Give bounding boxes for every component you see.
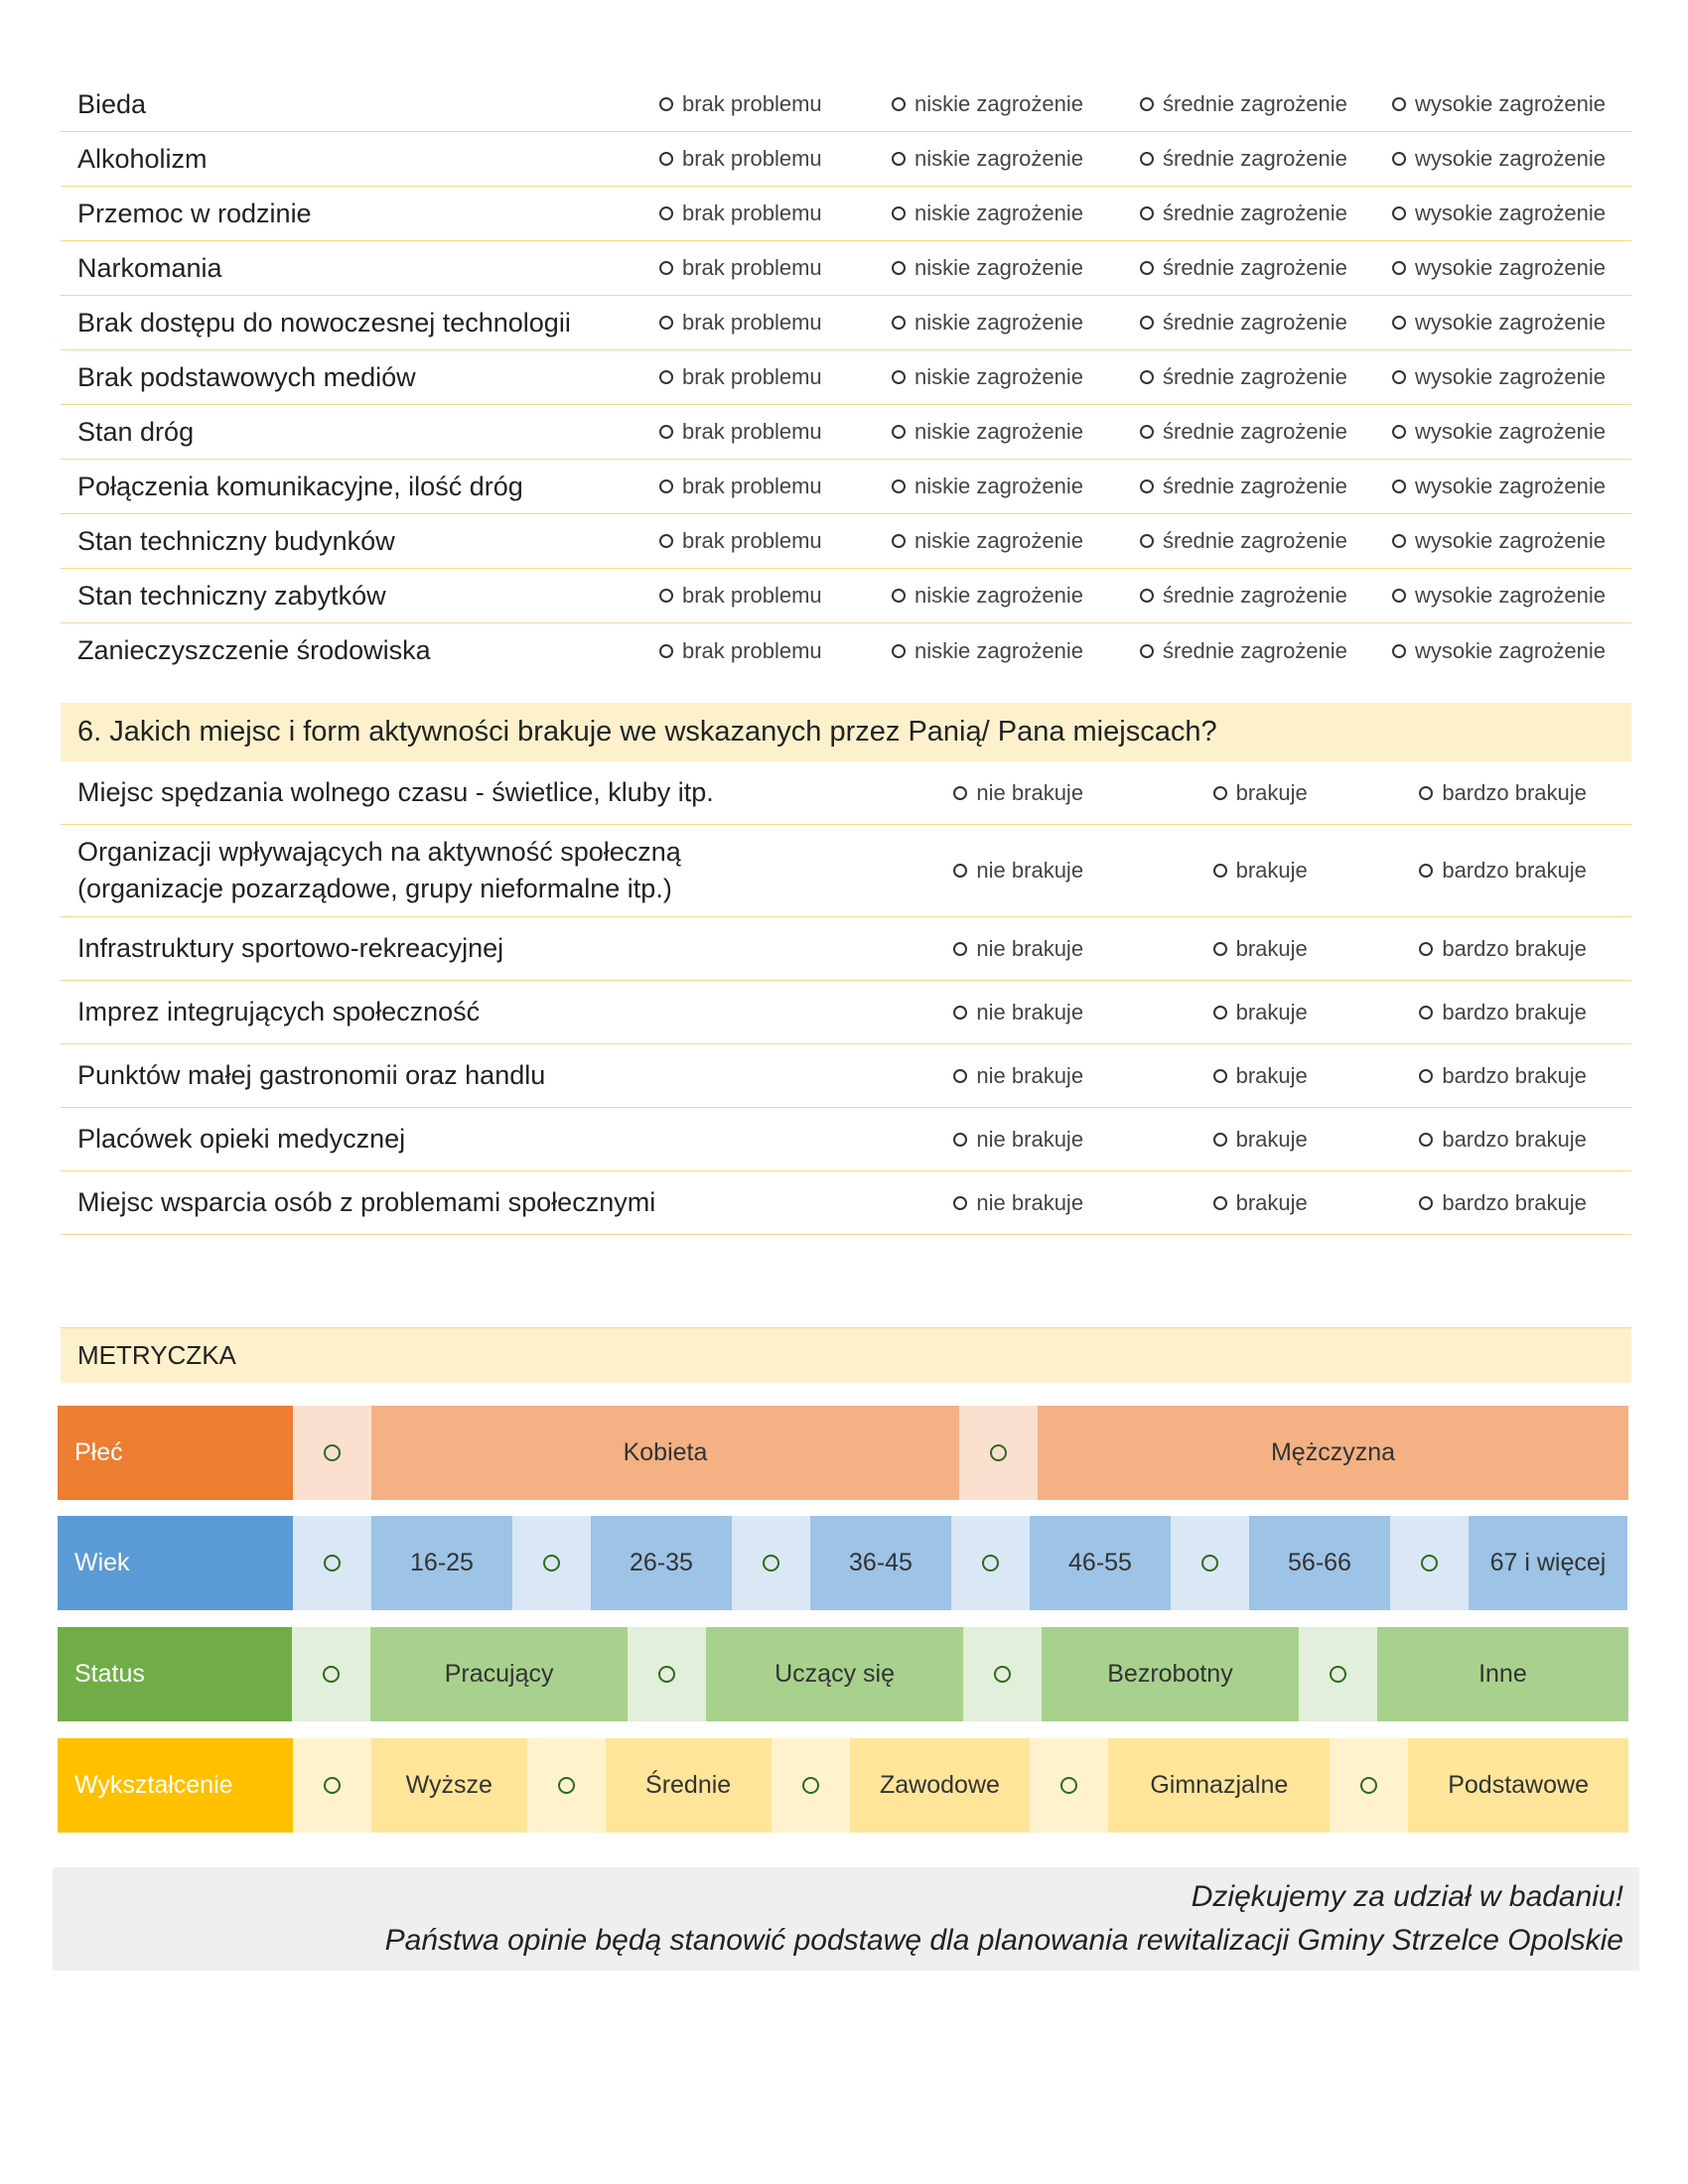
option-brak-problemu[interactable]: brak problemu	[659, 255, 892, 281]
radio-circle-icon[interactable]	[1140, 534, 1154, 548]
radio-circle-icon[interactable]	[1140, 152, 1154, 166]
radio-cell[interactable]	[963, 1627, 1042, 1721]
option-brakuje[interactable]: brakuje	[1213, 858, 1420, 884]
radio-cell[interactable]	[293, 1738, 371, 1833]
row-label: Miejsc wsparcia osób z problemami społecznymi	[77, 1187, 656, 1217]
radio-circle-icon[interactable]	[953, 1006, 967, 1020]
radio-cell[interactable]	[732, 1516, 810, 1610]
radio-circle-icon[interactable]	[994, 1666, 1011, 1683]
option-wysokie[interactable]: wysokie zagrożenie	[1392, 255, 1630, 281]
radio-circle-icon[interactable]	[659, 152, 673, 166]
radio-circle-icon[interactable]	[1213, 864, 1227, 878]
option-brak-problemu[interactable]: brak problemu	[659, 419, 892, 445]
radio-circle-icon[interactable]	[990, 1444, 1007, 1461]
option-srednie[interactable]: średnie zagrożenie	[1140, 201, 1392, 226]
thank-you-line: Dziękujemy za udział w badaniu!	[1191, 1880, 1623, 1913]
radio-cell[interactable]	[512, 1516, 591, 1610]
option-age-56-66[interactable]: 56-66	[1249, 1516, 1390, 1610]
option-zawodowe[interactable]: Zawodowe	[850, 1738, 1031, 1833]
row-label: Stan techniczny zabytków	[77, 580, 386, 611]
option-bardzo-brakuje[interactable]: bardzo brakuje	[1419, 780, 1631, 806]
row-label: Stan dróg	[77, 416, 195, 447]
radio-circle-icon[interactable]	[1421, 1555, 1438, 1571]
radio-circle-icon[interactable]	[1330, 1666, 1346, 1683]
option-kobieta[interactable]: Kobieta	[371, 1406, 959, 1500]
option-wysokie[interactable]: wysokie zagrożenie	[1392, 638, 1630, 664]
radio-cell[interactable]	[1330, 1738, 1408, 1833]
option-uczacy-sie[interactable]: Uczący się	[706, 1627, 963, 1721]
option-niskie[interactable]: niskie zagrożenie	[892, 201, 1140, 226]
radio-circle-icon[interactable]	[1392, 316, 1406, 330]
radio-circle-icon[interactable]	[659, 534, 673, 548]
radio-circle-icon[interactable]	[323, 1666, 340, 1683]
option-age-16-25[interactable]: 16-25	[371, 1516, 512, 1610]
row-label: Narkomania	[77, 252, 222, 283]
metric-row-plec	[58, 1406, 1628, 1500]
radio-cell[interactable]	[959, 1406, 1038, 1500]
option-nie-brakuje[interactable]: nie brakuje	[953, 780, 1212, 806]
option-brak-problemu[interactable]: brak problemu	[659, 583, 892, 609]
radio-cell[interactable]	[772, 1738, 850, 1833]
radio-circle-icon[interactable]	[1140, 97, 1154, 111]
option-niskie[interactable]: niskie zagrożenie	[892, 255, 1140, 281]
table-row	[61, 1171, 1631, 1235]
table-row	[61, 569, 1631, 623]
radio-circle-icon[interactable]	[1213, 1133, 1227, 1147]
radio-circle-icon[interactable]	[1140, 644, 1154, 658]
option-bardzo-brakuje[interactable]: bardzo brakuje	[1419, 1000, 1631, 1025]
radio-circle-icon[interactable]	[1140, 206, 1154, 220]
option-srednie[interactable]: średnie zagrożenie	[1140, 583, 1392, 609]
table-row	[61, 405, 1631, 460]
row-label: Połączenia komunikacyjne, ilość dróg	[77, 471, 523, 501]
option-srednie[interactable]: średnie zagrożenie	[1140, 255, 1392, 281]
radio-circle-icon[interactable]	[802, 1777, 819, 1794]
option-brak-problemu[interactable]: brak problemu	[659, 310, 892, 336]
radio-cell[interactable]	[527, 1738, 606, 1833]
option-age-36-45[interactable]: 36-45	[810, 1516, 951, 1610]
table-row	[61, 1044, 1631, 1108]
radio-cell[interactable]	[1171, 1516, 1249, 1610]
radio-circle-icon[interactable]	[1213, 786, 1227, 800]
radio-circle-icon[interactable]	[892, 370, 906, 384]
row-label: Placówek opieki medycznej	[77, 1124, 406, 1154]
option-srednie[interactable]: średnie zagrożenie	[1140, 146, 1392, 172]
radio-circle-icon[interactable]	[1392, 479, 1406, 493]
radio-circle-icon[interactable]	[1419, 864, 1433, 878]
row-label: Punktów małej gastronomii oraz handlu	[77, 1060, 546, 1090]
option-wysokie[interactable]: wysokie zagrożenie	[1392, 419, 1630, 445]
option-brak-problemu[interactable]: brak problemu	[659, 638, 892, 664]
row-label: Zanieczyszczenie środowiska	[77, 635, 431, 665]
option-srednie[interactable]: średnie zagrożenie	[1140, 310, 1392, 336]
radio-circle-icon[interactable]	[659, 644, 673, 658]
table-row	[61, 514, 1631, 569]
table-row	[61, 77, 1631, 132]
option-srednie[interactable]: średnie zagrożenie	[1140, 528, 1392, 554]
option-brak-problemu[interactable]: brak problemu	[659, 146, 892, 172]
radio-circle-icon[interactable]	[324, 1777, 341, 1794]
radio-circle-icon[interactable]	[1392, 534, 1406, 548]
radio-circle-icon[interactable]	[892, 534, 906, 548]
option-bardzo-brakuje[interactable]: bardzo brakuje	[1419, 1127, 1631, 1153]
radio-circle-icon[interactable]	[1392, 589, 1406, 603]
option-nie-brakuje[interactable]: nie brakuje	[953, 1000, 1212, 1025]
option-wysokie[interactable]: wysokie zagrożenie	[1392, 201, 1630, 226]
radio-circle-icon[interactable]	[892, 644, 906, 658]
radio-circle-icon[interactable]	[1392, 152, 1406, 166]
thank-you-subline: Państwa opinie będą stanowić podstawę dla planowania rewitalizacji Gminy Strzelce Opolskie	[384, 1924, 1623, 1957]
radio-circle-icon[interactable]	[1392, 425, 1406, 439]
radio-circle-icon[interactable]	[1392, 261, 1406, 275]
radio-cell[interactable]	[1390, 1516, 1469, 1610]
row-label: Infrastruktury sportowo-rekreacyjnej	[77, 933, 504, 963]
radio-circle-icon[interactable]	[953, 1069, 967, 1083]
metric-label-plec: Płeć	[58, 1406, 293, 1500]
radio-circle-icon[interactable]	[1419, 1006, 1433, 1020]
row-label: Brak podstawowych mediów	[77, 361, 416, 392]
table-row	[61, 132, 1631, 187]
question-6-heading: 6. Jakich miejsc i form aktywności brakuje we wskazanych przez Panią/ Pana miejscach?	[61, 703, 1631, 761]
option-bardzo-brakuje[interactable]: bardzo brakuje	[1419, 1190, 1631, 1216]
table-row	[61, 1108, 1631, 1171]
radio-cell[interactable]	[293, 1406, 371, 1500]
metric-row-wyksztalcenie	[58, 1738, 1628, 1833]
option-srednie[interactable]: średnie zagrożenie	[1140, 638, 1392, 664]
option-wysokie[interactable]: wysokie zagrożenie	[1392, 364, 1630, 390]
row-label: Stan techniczny budynków	[77, 525, 395, 556]
row-label: Organizacji wpływających na aktywność społeczną (organizacje pozarządowe, grupy nieformalne itp.)	[77, 837, 681, 903]
radio-circle-icon[interactable]	[659, 425, 673, 439]
option-wysokie[interactable]: wysokie zagrożenie	[1392, 310, 1630, 336]
radio-circle-icon[interactable]	[659, 479, 673, 493]
option-bardzo-brakuje[interactable]: bardzo brakuje	[1419, 858, 1631, 884]
radio-circle-icon[interactable]	[659, 316, 673, 330]
radio-circle-icon[interactable]	[1140, 316, 1154, 330]
radio-circle-icon[interactable]	[1419, 786, 1433, 800]
option-nie-brakuje[interactable]: nie brakuje	[953, 1190, 1212, 1216]
thank-you-note	[53, 1867, 1639, 1971]
option-brak-problemu[interactable]: brak problemu	[659, 91, 892, 117]
option-brakuje[interactable]: brakuje	[1213, 1000, 1420, 1025]
option-brakuje[interactable]: brakuje	[1213, 1063, 1420, 1089]
radio-circle-icon[interactable]	[1213, 1006, 1227, 1020]
option-brakuje[interactable]: brakuje	[1213, 780, 1420, 806]
option-niskie[interactable]: niskie zagrożenie	[892, 474, 1140, 499]
row-label: Alkoholizm	[77, 143, 208, 174]
option-brakuje[interactable]: brakuje	[1213, 1127, 1420, 1153]
row-label: Przemoc w rodzinie	[77, 198, 312, 228]
radio-circle-icon[interactable]	[763, 1555, 779, 1571]
option-niskie[interactable]: niskie zagrożenie	[892, 528, 1140, 554]
metric-label-wyksztalcenie: Wykształcenie	[58, 1738, 293, 1833]
option-wysokie[interactable]: wysokie zagrożenie	[1392, 474, 1630, 499]
option-bardzo-brakuje[interactable]: bardzo brakuje	[1419, 1063, 1631, 1089]
option-srednie[interactable]: średnie zagrożenie	[1140, 364, 1392, 390]
option-wysokie[interactable]: wysokie zagrożenie	[1392, 583, 1630, 609]
radio-circle-icon[interactable]	[892, 425, 906, 439]
table-row	[61, 623, 1631, 678]
option-srednie[interactable]: Średnie	[606, 1738, 772, 1833]
metric-row-status	[58, 1627, 1628, 1721]
radio-cell[interactable]	[292, 1627, 370, 1721]
table-row	[61, 981, 1631, 1044]
radio-circle-icon[interactable]	[1140, 261, 1154, 275]
option-nie-brakuje[interactable]: nie brakuje	[953, 936, 1212, 962]
radio-circle-icon[interactable]	[892, 589, 906, 603]
table-row	[61, 917, 1631, 981]
radio-circle-icon[interactable]	[982, 1555, 999, 1571]
missing-places-table	[61, 761, 1631, 1235]
option-wysokie[interactable]: wysokie zagrożenie	[1392, 528, 1630, 554]
option-wysokie[interactable]: wysokie zagrożenie	[1392, 146, 1630, 172]
radio-circle-icon[interactable]	[1213, 1196, 1227, 1210]
radio-circle-icon[interactable]	[1419, 1133, 1433, 1147]
radio-circle-icon[interactable]	[543, 1555, 560, 1571]
option-niskie[interactable]: niskie zagrożenie	[892, 364, 1140, 390]
option-age-67-plus[interactable]: 67 i więcej	[1469, 1516, 1627, 1610]
metric-label-status: Status	[58, 1627, 292, 1721]
radio-circle-icon[interactable]	[558, 1777, 575, 1794]
radio-cell[interactable]	[628, 1627, 706, 1721]
table-row	[61, 296, 1631, 350]
option-brak-problemu[interactable]: brak problemu	[659, 201, 892, 226]
option-nie-brakuje[interactable]: nie brakuje	[953, 858, 1212, 884]
radio-cell[interactable]	[1299, 1627, 1377, 1721]
radio-circle-icon[interactable]	[1213, 1069, 1227, 1083]
table-row	[61, 187, 1631, 241]
radio-circle-icon[interactable]	[1392, 206, 1406, 220]
table-row	[61, 825, 1631, 917]
radio-circle-icon[interactable]	[953, 1133, 967, 1147]
option-brak-problemu[interactable]: brak problemu	[659, 528, 892, 554]
option-niskie[interactable]: niskie zagrożenie	[892, 91, 1140, 117]
radio-circle-icon[interactable]	[892, 261, 906, 275]
option-mezczyzna[interactable]: Mężczyzna	[1038, 1406, 1628, 1500]
radio-circle-icon[interactable]	[1360, 1777, 1377, 1794]
radio-circle-icon[interactable]	[659, 589, 673, 603]
option-wyzsze[interactable]: Wyższe	[371, 1738, 527, 1833]
option-nie-brakuje[interactable]: nie brakuje	[953, 1127, 1212, 1153]
radio-circle-icon[interactable]	[324, 1444, 341, 1461]
option-wysokie[interactable]: wysokie zagrożenie	[1392, 91, 1630, 117]
radio-circle-icon[interactable]	[892, 152, 906, 166]
radio-circle-icon[interactable]	[1140, 479, 1154, 493]
option-brak-problemu[interactable]: brak problemu	[659, 474, 892, 499]
table-row	[61, 761, 1631, 825]
radio-circle-icon[interactable]	[892, 479, 906, 493]
option-niskie[interactable]: niskie zagrożenie	[892, 146, 1140, 172]
radio-circle-icon[interactable]	[1419, 942, 1433, 956]
radio-circle-icon[interactable]	[659, 206, 673, 220]
radio-circle-icon[interactable]	[953, 942, 967, 956]
metric-row-wiek	[58, 1516, 1628, 1610]
radio-circle-icon[interactable]	[659, 261, 673, 275]
row-label: Imprez integrujących społeczność	[77, 997, 481, 1026]
radio-circle-icon[interactable]	[1392, 97, 1406, 111]
table-row	[61, 350, 1631, 405]
radio-circle-icon[interactable]	[892, 97, 906, 111]
radio-circle-icon[interactable]	[892, 316, 906, 330]
table-row	[61, 241, 1631, 296]
option-age-46-55[interactable]: 46-55	[1030, 1516, 1171, 1610]
option-podstawowe[interactable]: Podstawowe	[1408, 1738, 1628, 1833]
radio-circle-icon[interactable]	[1419, 1196, 1433, 1210]
radio-circle-icon[interactable]	[1060, 1777, 1077, 1794]
radio-cell[interactable]	[293, 1516, 371, 1610]
radio-circle-icon[interactable]	[953, 864, 967, 878]
radio-circle-icon[interactable]	[953, 1196, 967, 1210]
radio-circle-icon[interactable]	[1140, 425, 1154, 439]
option-srednie[interactable]: średnie zagrożenie	[1140, 91, 1392, 117]
radio-cell[interactable]	[1030, 1738, 1108, 1833]
option-niskie[interactable]: niskie zagrożenie	[892, 419, 1140, 445]
radio-circle-icon[interactable]	[1201, 1555, 1218, 1571]
row-label: Bieda	[77, 88, 147, 119]
radio-cell[interactable]	[951, 1516, 1030, 1610]
option-bezrobotny[interactable]: Bezrobotny	[1042, 1627, 1299, 1721]
option-brak-problemu[interactable]: brak problemu	[659, 364, 892, 390]
radio-circle-icon[interactable]	[659, 97, 673, 111]
radio-circle-icon[interactable]	[892, 206, 906, 220]
radio-circle-icon[interactable]	[1392, 644, 1406, 658]
option-niskie[interactable]: niskie zagrożenie	[892, 583, 1140, 609]
option-niskie[interactable]: niskie zagrożenie	[892, 638, 1140, 664]
option-gimnazjalne[interactable]: Gimnazjalne	[1108, 1738, 1330, 1833]
radio-circle-icon[interactable]	[1392, 370, 1406, 384]
row-label: Brak dostępu do nowoczesnej technologii	[77, 307, 571, 338]
metric-label-wiek: Wiek	[58, 1516, 293, 1610]
threat-assessment-table	[61, 77, 1631, 678]
option-brakuje[interactable]: brakuje	[1213, 1190, 1420, 1216]
radio-circle-icon[interactable]	[324, 1555, 341, 1571]
option-srednie[interactable]: średnie zagrożenie	[1140, 474, 1392, 499]
radio-circle-icon[interactable]	[1213, 942, 1227, 956]
row-label: Miejsc spędzania wolnego czasu - świetlice, kluby itp.	[77, 777, 714, 807]
radio-circle-icon[interactable]	[659, 370, 673, 384]
option-brakuje[interactable]: brakuje	[1213, 936, 1420, 962]
option-pracujacy[interactable]: Pracujący	[370, 1627, 628, 1721]
radio-circle-icon[interactable]	[658, 1666, 675, 1683]
option-nie-brakuje[interactable]: nie brakuje	[953, 1063, 1212, 1089]
metryczka-heading: METRYCZKA	[61, 1327, 1631, 1383]
option-srednie[interactable]: średnie zagrożenie	[1140, 419, 1392, 445]
radio-circle-icon[interactable]	[1140, 370, 1154, 384]
radio-circle-icon[interactable]	[953, 786, 967, 800]
radio-circle-icon[interactable]	[1140, 589, 1154, 603]
option-age-26-35[interactable]: 26-35	[591, 1516, 732, 1610]
option-inne[interactable]: Inne	[1377, 1627, 1628, 1721]
table-row	[61, 460, 1631, 514]
radio-circle-icon[interactable]	[1419, 1069, 1433, 1083]
option-bardzo-brakuje[interactable]: bardzo brakuje	[1419, 936, 1631, 962]
option-niskie[interactable]: niskie zagrożenie	[892, 310, 1140, 336]
